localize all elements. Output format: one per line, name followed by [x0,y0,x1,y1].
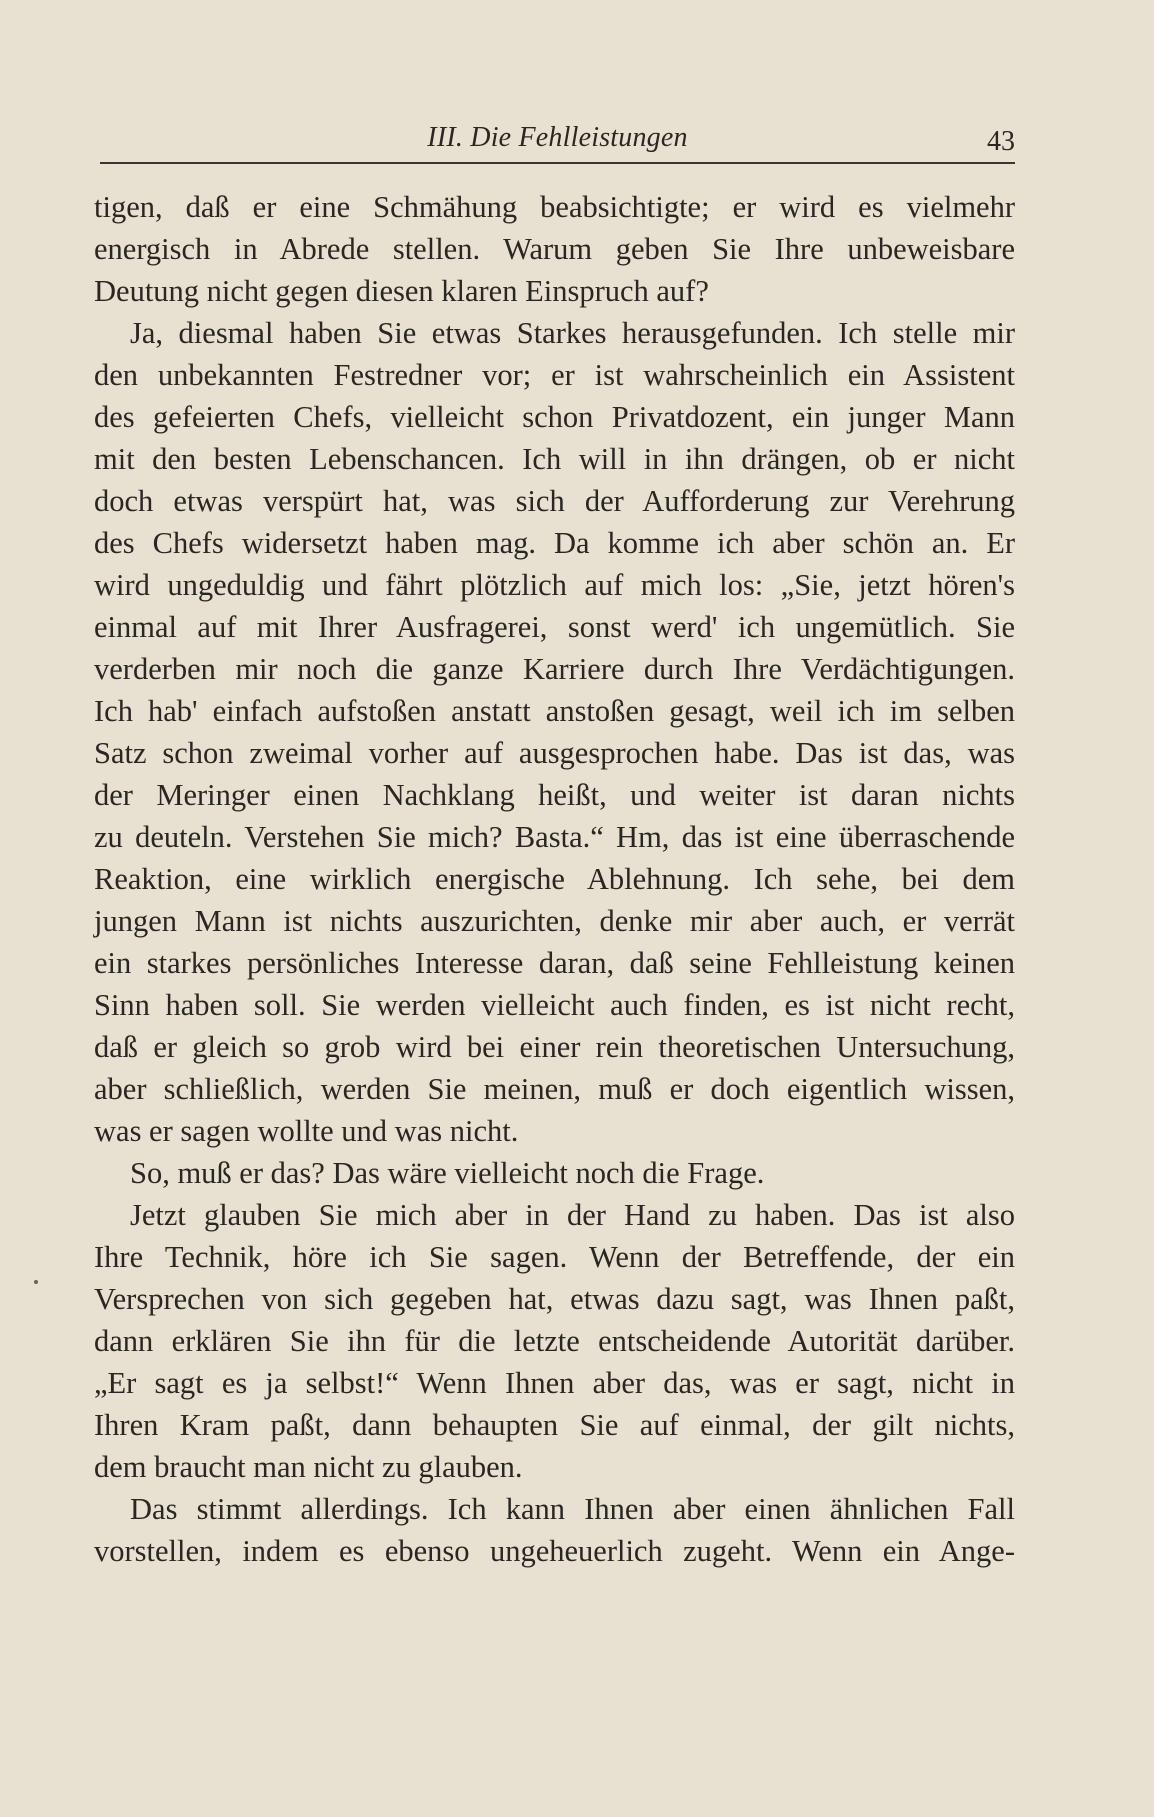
text-line: Satz schon zweimal vorher auf ausgesprochen habe. Das ist das, was [94,736,1015,770]
text-line: Versprechen von sich gegeben hat, etwas dazu sagt, was Ihnen paßt, [94,1282,1015,1316]
text-line: einmal auf mit Ihrer Ausfragerei, sonst werd' ich ungemütlich. Sie [94,610,1015,644]
text-line: Sinn haben soll. Sie werden vielleicht auch finden, es ist nicht recht, [94,988,1015,1022]
text-line: was er sagen wollte und was nicht. [94,1114,519,1148]
text-line: des gefeierten Chefs, vielleicht schon Privatdozent, ein junger Mann [94,400,1015,434]
text-line: dann erklären Sie ihn für die letzte entscheidende Autorität darüber. [94,1324,1015,1358]
text-line: energisch in Abrede stellen. Warum geben Sie Ihre unbeweisbare [94,232,1015,266]
header-rule [100,162,1015,164]
text-line: Das stimmt allerdings. Ich kann Ihnen aber einen ähnlichen Fall [130,1492,1015,1526]
text-line: Jetzt glauben Sie mich aber in der Hand zu haben. Das ist also [130,1198,1015,1232]
text-line: verderben mir noch die ganze Karriere durch Ihre Verdächtigungen. [94,652,1015,686]
body-text [94,186,1015,1572]
text-line: des Chefs widersetzt haben mag. Da komme ich aber schön an. Er [94,526,1015,560]
text-line: daß er gleich so grob wird bei einer rein theoretischen Untersuchung, [94,1030,1015,1064]
text-line: doch etwas verspürt hat, was sich der Aufforderung zur Verehrung [94,484,1015,518]
text-line: Ihren Kram paßt, dann behaupten Sie auf einmal, der gilt nichts, [94,1408,1015,1442]
text-line: Ja, diesmal haben Sie etwas Starkes herausgefunden. Ich stelle mir [130,316,1015,350]
text-line: der Meringer einen Nachklang heißt, und weiter ist daran nichts [94,778,1015,812]
text-line: jungen Mann ist nichts auszurichten, denke mir aber auch, er verrät [94,904,1015,938]
text-line: „Er sagt es ja selbst!“ Wenn Ihnen aber das, was er sagt, nicht in [94,1366,1015,1400]
text-line: Deutung nicht gegen diesen klaren Einspruch auf? [94,274,709,308]
margin-mark [34,1280,38,1284]
text-line: aber schließlich, werden Sie meinen, muß er doch eigentlich wissen, [94,1072,1015,1106]
running-head [100,118,1015,158]
text-line: wird ungeduldig und fährt plötzlich auf mich los: „Sie, jetzt hören's [94,568,1015,602]
text-line: Ihre Technik, höre ich Sie sagen. Wenn der Betreffende, der ein [94,1240,1015,1274]
text-line: dem braucht man nicht zu glauben. [94,1450,523,1484]
text-line: den unbekannten Festredner vor; er ist wahrscheinlich ein Assistent [94,358,1015,392]
text-line: zu deuteln. Verstehen Sie mich? Basta.“ Hm, das ist eine überraschende [94,820,1015,854]
running-title: III. Die Fehlleistungen [427,122,688,153]
text-line: Ich hab' einfach aufstoßen anstatt anstoßen gesagt, weil ich im selben [94,694,1015,728]
text-line: tigen, daß er eine Schmähung beabsichtigte; er wird es vielmehr [94,190,1015,224]
text-line: mit den besten Lebenschancen. Ich will in ihn drängen, ob er nicht [94,442,1015,476]
text-line: So, muß er das? Das wäre vielleicht noch die Frage. [130,1156,765,1190]
text-line: Reaktion, eine wirklich energische Ablehnung. Ich sehe, bei dem [94,862,1015,896]
text-line: ein starkes persönliches Interesse daran, daß seine Fehlleistung keinen [94,946,1015,980]
text-line: vorstellen, indem es ebenso ungeheuerlich zugeht. Wenn ein Ange- [94,1534,1015,1568]
page-number: 43 [987,126,1015,157]
